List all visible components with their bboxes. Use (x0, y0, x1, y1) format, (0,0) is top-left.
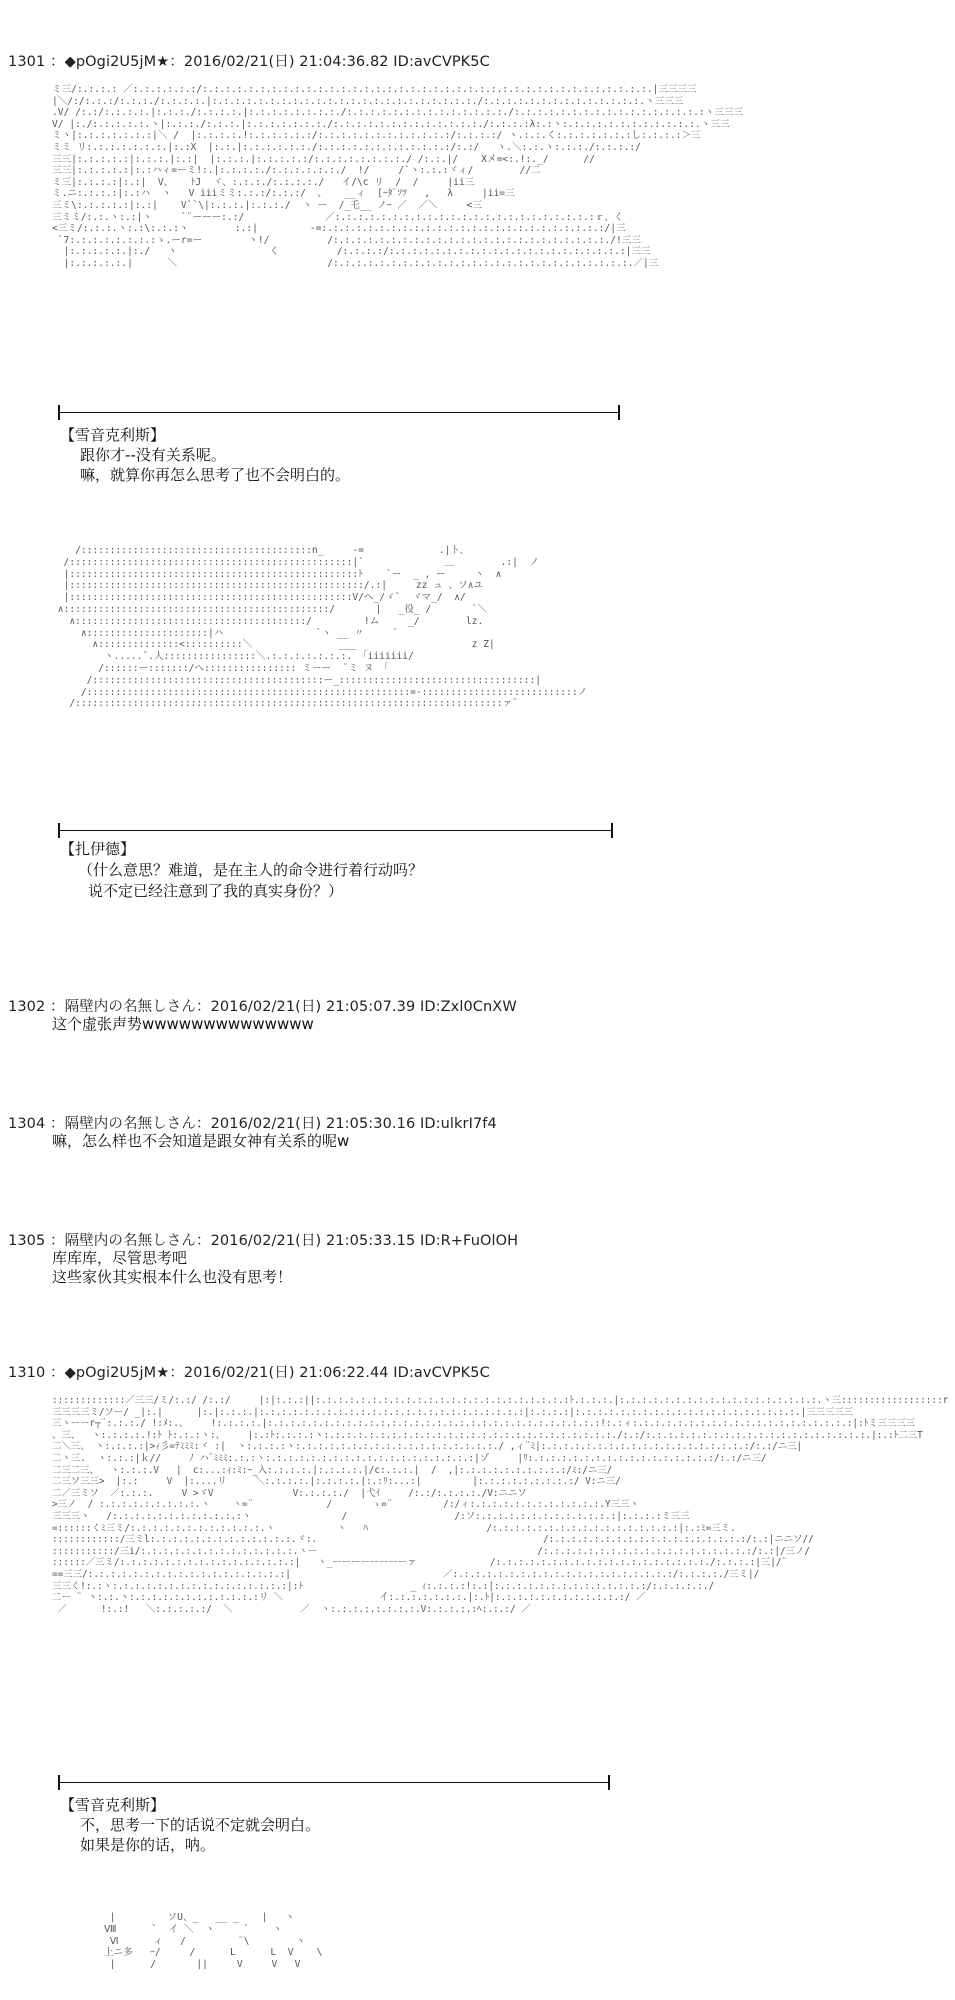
post-text-line: 库库库，尽管思考吧 (52, 1249, 188, 1267)
panel-divider (58, 830, 613, 831)
dialogue-line: 说不定已经注意到了我的真实身份？） (88, 882, 344, 900)
ascii-art-panel: :::::::::::::／三三/ミ/:.:/ /:.:/ |:|:.:.:||:.:.:.:.:.:.:.:.:.:.:.:.:.:.:.:.:.:.:.:.:.:.:ﾄ.:.:.:.|:.:.:.:.:.:.:.:.:.:.:.:.:.:.:.:.:.:.ヽ三::::::::::::::::::r 三三三三ミ/ソー/ _|:.| |:.|:.:.:.|:.:.:.:.:.:.:.:.:.:.:.:.:.:.:.:.:.:.:.:.:.:.:.:|:.:.:.:|:.:.:.:.:.:.:.:.:.:.:.:.:.:.:.:.:.:.:.:.|三三三三三 三ヽーーr┬¨:.:.:./ !:ﾒ:.、 !:.:.:.:.|:.:.:.:.:.:.:.:.:.:.:.:.:.:.:.:.:.:.:.:.:.:.:.:.:.:.:.:.:.:!:.:ィ:.:.:.:.:.:.:.:.:.:.:.:.:.:.:.:.:.:.:.:|:ﾄミ三三三三 、三、 ヽ:.:.:.:.!:ﾄ ﾄ:.:.:ヽ:、 |:.:ﾄ:.:.:.:ヽ:.:.:.:.:.:.:.:.:.:.:.:.:.:.:.:.:.:.:.:.:.:.:.:.:.:./:.:/:.:.:.:.:.:.:.:.:.:.:.:.:.:.:.:.:.:.:.:.|:.:ﾄ二三T 二＼三、 ヽ:.:.:.:|>ｨ彡=ﾃﾐﾐﾐ:ヾ :| ヽ:.:.:.:ヽ:.:.:.:.:.:.:.:.:.:.:.:.:.:.:.:.:.:./ ,ィ¨ﾐ|:.:.:.:.:.:.:.:.:.:.:.:.:.:.:.:.:.:.:/:.:/ニ三| 二ヽ三. ヽ:.:.:|ｋ// ﾉ ハﾞﾐﾐﾐ:.:.:ヽ:.:.:.:.:.:.:.:.:.:.:.:.:.:.:.:.:.:.:|ゾ |ﾘ:.:.:.:.:.:.:.:.:.:.:.:.:.:.:.:.:/:.:/ニ三/ 二三二三、 ヽ:.:.:.V | c:...:ｨ:ﾐ:ｰ_入:.:.:.:.|:.:.:.:.|/c:.:.:.| / ,|:.:.:.:.:.:.:.:.:.:/ﾐ:/ニ三/ 二三ソ三三> |:.: V |:....リ ＼:.:.:.:.|:.:.:.:.|:.:ﾘ:...:| |:.:.:.:.:.:.:.:.:/ V:ニ三/ 二／三ミソ ／:.:.:. V >ゞV V:.:.:.:./ |弋ｲ /:.:/:.:.:.:./V:ニニソ >三ノ / :.:.:.:.:.:.:.:.:.ヽ ヽ=¨ / ゝ=¨ /:/ィ:.:.:.:.:.:.:.:.:.:.:.:.Y三三ヽ 三三三ヽ /:.:.:.:.:.:.:.:.:.:.:.:ヽ / /:ソ:.:.:.:.:.:.:.:.:.:.:.:.:|:.:.:.:ミ三三 =::::::くﾐ三ミ/:.:.:.:.:.:.:.:.:.:.:.:.ヽ ヽ ﾊ /:.:.:.:.:.:.:.:.:.:.:.:.:.:.:.:.:|:.:ﾐ=三ミ. ::::::::::::/三ミl:.:.:.:.:.:.:.:.:.:.:.:.:.ヾ:. /:.:.:.:.:.:.:.:.:.:.:.:.:.:.:.:.:.:/:.:|ニニソ// :::::::::::/三i/:.:.:.:.:.:.:.:.:.:.:.:.:.:.ヽー /:.:.:.:.:.:.:.:.:.:.:.:.:.:.:.:.:.:.:/:.:|/三ノ/ ::::::／三ミ/:.:.:.:.:.:.:.:.:.:.:.:.:.:.:.:| ヽ_ーーーーーーーーァ /:.:.:.:.:.:.:.:.:.:.:.:.:.:.:.:.:.:.:./:.:.:.:|三|/¨ ==三三/:.:.:.:.:.:.:.:.:.:.:.:.:.:.:.:.:.:| ／:.:.:.:.:.:.:.:.:.:.:.:.:.:.:.:.:.:.:.:/:.:.:.:./三ミ|/ 三三く!:.:ヽ:.:.:.:.:.:.:.:.:.:.:.:.:.:.:.:|:ﾄ _ ｨ:.:.:.:!:.:|:.:.:.:.:.:.:.:.:.:.:.:.:.:/:.:.:.:.:./ 二ー ¨ ヽ:.:.ヽ:.:.:.:.:.:.:.:.:.:.:.:リ ＼ イ:.:.:.:.:.:.:.|:.ﾄ|:.:.:.:.:.:.:.:.:.:.:.:/ ／ ／ !:.:! ＼:.:.:.:.:/ ＼ ／ ヽ:.:.:.:.:.:.:.:.V:.:.:.:.:ﾍ:.:.:/ ／ (52, 1395, 949, 1615)
dialogue-line: 嘛，就算你再怎么思考了也不会明白的。 (80, 466, 351, 484)
post-header: 1305 ：隔壁内の名無しさん：2016/02/21(日) 21:05:33.15 ID:R+FuOlOH (8, 1233, 519, 1249)
dialogue-line: （什么意思？难道，是在主人的命令进行着行动吗？ (78, 861, 424, 879)
post-body (52, 1132, 349, 1151)
ascii-art-panel: | ソU、_ __ _ | ヽ Ⅷ ` イ ＼ ヽ ` ヽ Ⅵ ィ / ¨\ ヽ 上ニ多 ｰ/ / L L V \ | / || V V V (103, 1912, 323, 1971)
post-header: 1301 ：◆pOgi2U5jM★：2016/02/21(日) 21:04:36.82 ID:avCVPK5C (8, 54, 490, 70)
dialogue-line: 如果是你的话，呐。 (80, 1836, 216, 1854)
speaker-name: 【雪音克利斯】 (60, 426, 166, 444)
post-text-line: 嘛，怎么样也不会知道是跟女神有关系的呢w (52, 1132, 350, 1150)
panel-divider (58, 412, 620, 413)
post-text-line: 这些家伙其实根本什么也没有思考！ (52, 1268, 293, 1286)
post-text-line: 这个虚张声势wwwwwwwwwwwwww (52, 1015, 314, 1033)
speaker-name: 【雪音克利斯】 (60, 1796, 166, 1814)
dialogue-line: 不，思考一下的话说不定就会明白。 (80, 1816, 321, 1834)
panel-divider (58, 1782, 610, 1783)
post-header: 1310 ：◆pOgi2U5jM★：2016/02/21(日) 21:06:22.44 ID:avCVPK5C (8, 1365, 490, 1381)
post-header: 1304 ：隔壁内の名無しさん：2016/02/21(日) 21:05:30.16 ID:ulkrI7f4 (8, 1116, 497, 1132)
post-body (52, 1249, 292, 1287)
speaker-name: 【扎伊德】 (60, 840, 136, 858)
dialogue-line: 跟你才--没有关系呢。 (80, 446, 226, 464)
ascii-art-panel: /::::::::::::::::::::::::::::::::::::::::n_ -= .|ト、 /:::::::::::::::::::::::::::::::::::::::::::::::::|` ＿ .:| ノ |::::::::::::::::::::::::::::::::::::::::::::::::::ﾄ `ー _ , ー ヽ ∧ |:::::::::::::::::::::::::::::::::::::::::::::::::::/.:| zz ュ 、ソ∧ユ |:::::::::::::::::::::::::::::::::::::::::::::::::V/へ_/ゞ` ヾマ_/ ∧/ ∧::::::::::::::::::::::::::::::::::::::::::::::/ | _役_ / `＼ ∧::::::::::::::::::::::::::::::::::::::::/ !ム _/ lz. ∧:::::::::::::::::::::|ハ `ヽ __ 〃 ` ∧::::::::::::::<::::::::::＼ ___ z Z| ヽ.....¨.人::::::::::::::::＼.:.:.:.:.:.:.:. 「iiiiiii/ /::::::ー:::::::/へ:::::::::::::::: ミーー ¨ミ ヌ 「 /::::::::::::::::::::::::::::::::::::::::ー_::::::::::::::::::::::::::::::::::| /::::::::::::::::::::::::::::::::::::::::::::::::::::::::=-:::::::::::::::::::::::::::ノ /::::::::::::::::::::::::::::::::::::::::::::::::::::::::::::::::::::::::::ァ¨ (57, 545, 588, 710)
ascii-art-panel: ミ三/:.:.:.: ／:.:.:.:.:.:/:.:.:.:.:.:.:.:.:.:.:.:.:.:.:.:.:.:.:.:.:.:.:.:.:.:.:.:.:.:.:.:.:.:.:.:.:.:.:.|三三三三 |＼/:/:.:.:/:.:.:./:.:.:.:.|:.:.:.:.:.:.:.:.:.:.:.:.:.:.:.:.:.:.:.:.:.:.:./:.:.:.:.:.:.:.:.:.:.:.:.:.:.ヽ三三三 .V/ /:.:/:.:.:.:.|:.:.:./:.:.:.:.|:.:.:.:.:.:.:.:./:.:.:.:.:.:.:.:.:.:.:.:.:.:./:.:.:.:.:.:.:.:.:.:.:.:.:.:.:.:.:ヽ三三三 V/ |:./:.:.:.:.:.ヽ|:.:.:./:.:.:.|:.:.:.:.:.:.:./:.:.:.:.:.:.:.:.:.:.:.:.:./:.:.:.:λ:.:ヽ:.:.:.:.:.:.:.:.:.:.:.:.ヽ三三 ミヽ|:.:.:.:.:.:.:|＼ / |:.:.:.:.!:.:.:.:.:.:/:.:.:.:.:.:.:.:.:.:.:.:/:.:.:.:/ ヽ.:.:.く:.:.:.:.:.:.:し:.:.:.:＞三 ミミ リ:.:.:.:.:.:.:.|:.:X |:.:.|:.:.:.:.:.:./:.:.:.:.:.:.:.:.:.:.:.:/:.:/ ヽ.＼:.:.ヽ:.:.:./:.:.:.:/ 三三|:.:.:.:.:|:.:.:.|:.:| |:.:.:.|:.:.:.:.:/:.:.:.:.:.:.:.:./ /:.:.|/ Xメ=<:.!:._/ // 三三|:.:.:.:.:|:.:ハィ=ーミ!:.|:.:.:.:./:.:.:.:.:.:./ !/ /`ヽ:.:.:ヾィ/ //二 ミ三|:.:.:.:|:.:| V、 ﾄJ ヾ、:.:.:./:.:.:.:./ イ/\c リ / / |ii三 ミ.ニ:.:.:.:|:.:ハ ヽ V iiiミミ:.:.:/:.:.:/ 、 __ィ [ｰﾀﾞｿﾂ , λ |ii=三 三ミ\:.:.:.:.:|:.:| V``\|:.:.:.|:.:.:./ ヽ ー /_乇__ ノｰ ／ ／＼ <三 三ミミ/:.:.ヽ:.:|ヽ `¨ーーー:.:/ ／:.:.:.:.:.:.:.:.:.:.:.:.:.:.:.:.:.:.:.:.:.:.:ｒ、く <三ミ/:.:.:.ヽ:.:\:.:.:ヽ :.:| -=:.:.:.:.:.:.:.:.:.:.:.:.:.:.:.:.:.:.:.:.:.:.:.:.:/|三 `7:.:.:.:.:.:.:.:ゝ.ーr=ー ヽ!/ /:.:.:.:.:.:.:.:.:.:.:.:.:.:.:.:.:.:.:.:.:.:.:.:./!三三 |:.:.:.:.:.|:./ ヽ く /:.:.:.:/:.:.:.:.:.:.:.:.:.:.:.:.:.:.:.:.:.:.:.:.:|三三 |:.:.:.:.:.| ＼ /:.:.:.:.:.:.:.:.:.:.:.:.:.:.:.:.:.:.:.:.:.:.:.:.:.:.／|三 (52, 84, 744, 269)
post-body (52, 1015, 314, 1034)
post-header: 1302 ：隔壁内の名無しさん：2016/02/21(日) 21:05:07.39 ID:Zxl0CnXW (8, 999, 517, 1015)
